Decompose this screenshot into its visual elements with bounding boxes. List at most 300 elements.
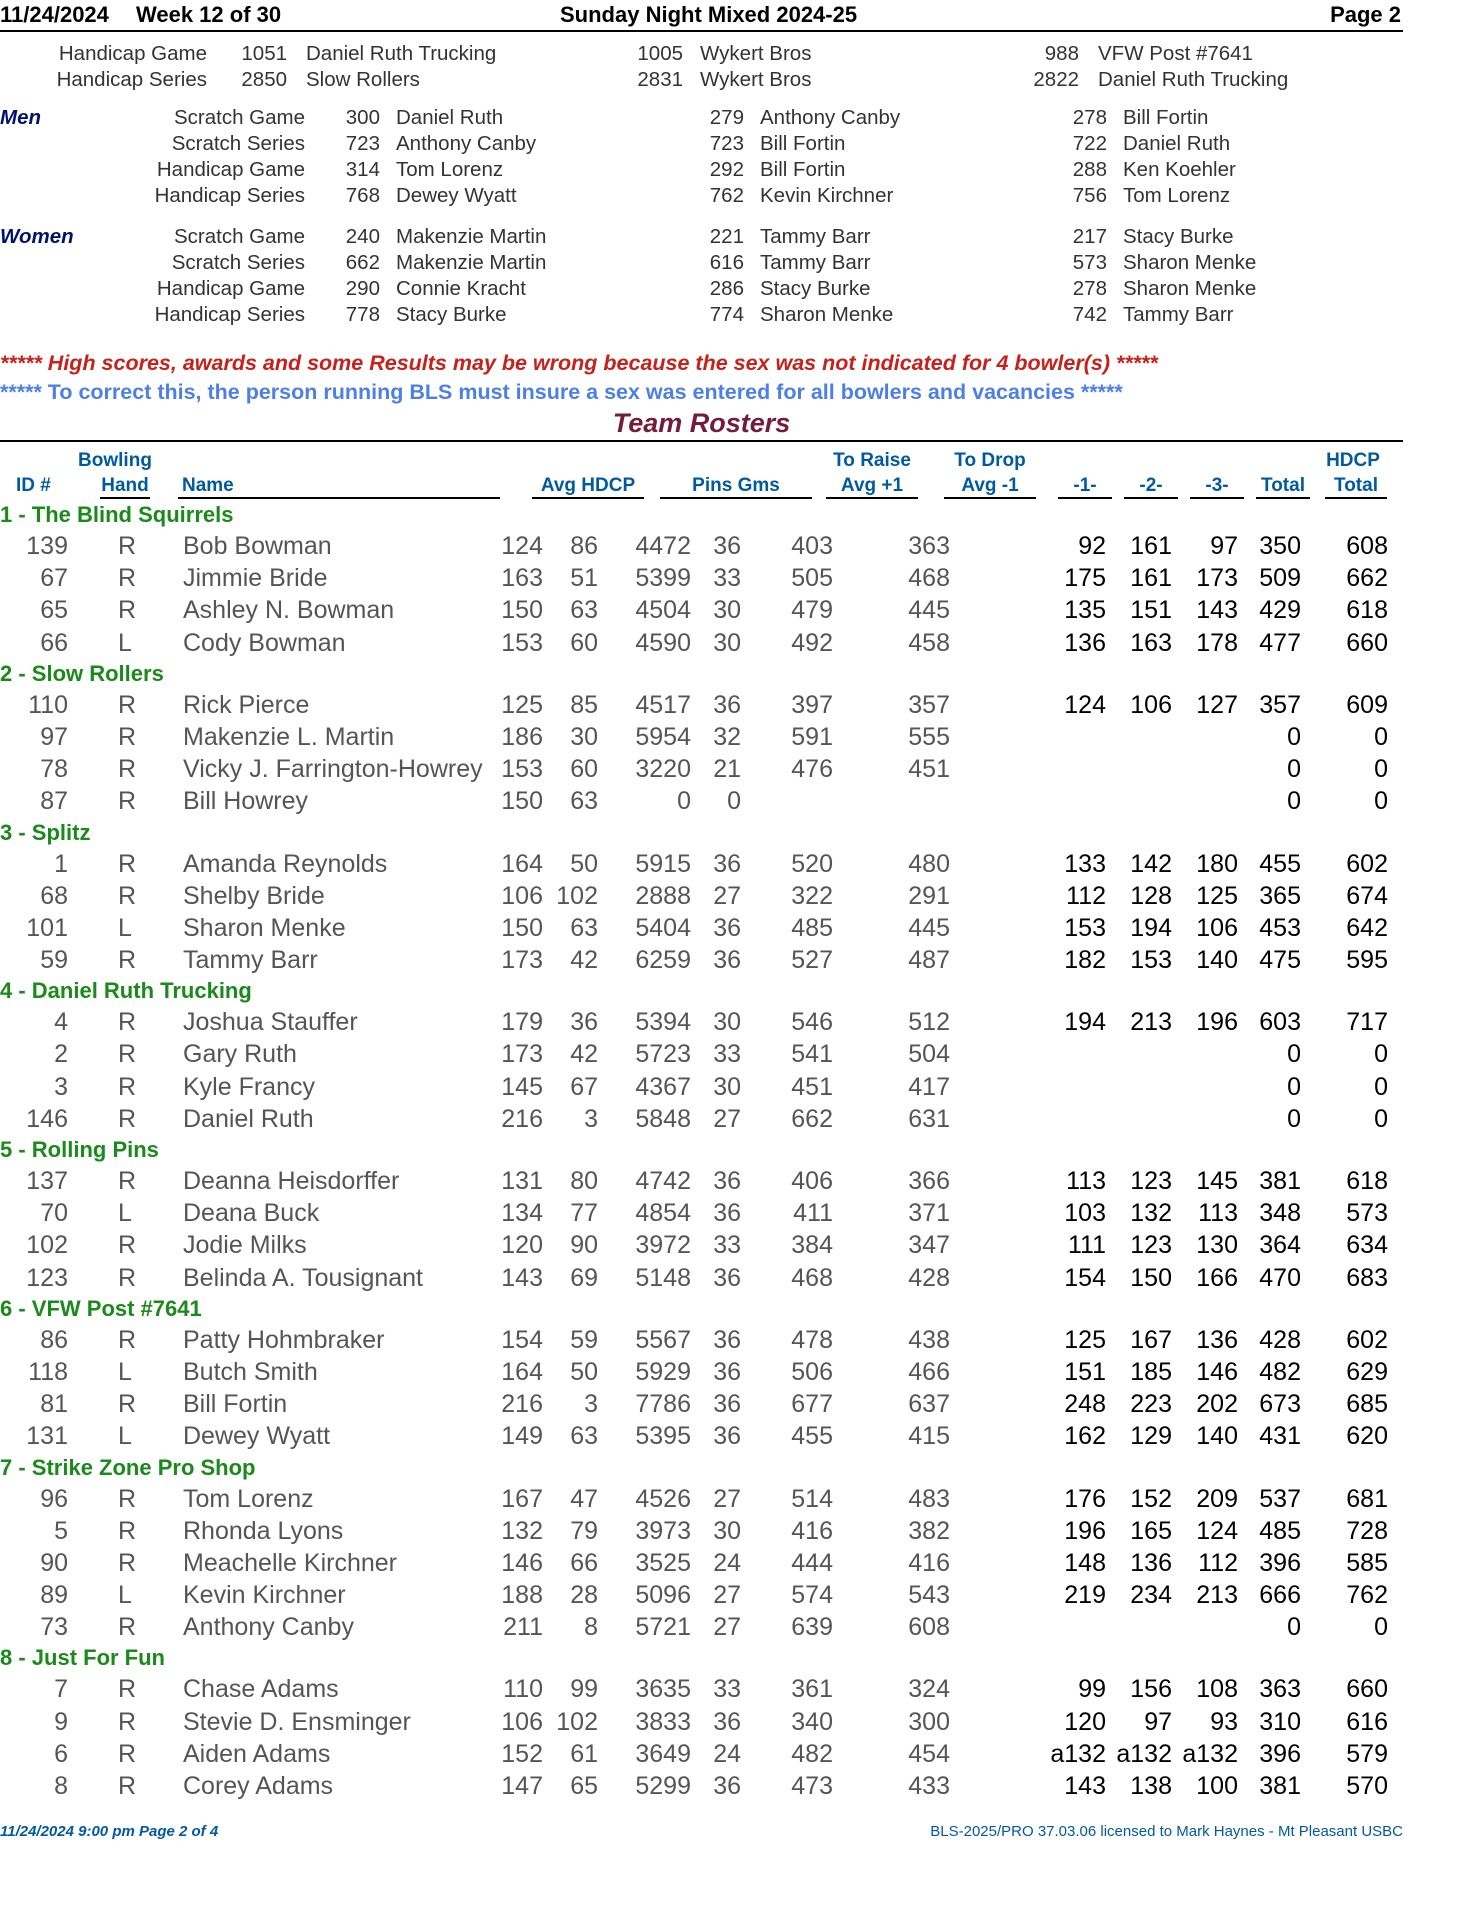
total: 429: [1259, 596, 1301, 625]
bowling-hand: R: [118, 1325, 137, 1354]
total: 0: [1287, 1613, 1301, 1642]
table-row: [0, 1579, 1403, 1611]
hdcp-total: 618: [1346, 1167, 1388, 1195]
game-3: 127: [1196, 690, 1238, 719]
pins: 3635: [635, 1675, 691, 1704]
handicap: 8: [584, 1613, 598, 1642]
bowler-name: Anthony Canby: [183, 1613, 354, 1642]
pins: 5404: [635, 913, 691, 942]
men-high-name-3: Bill Fortin: [1123, 106, 1209, 129]
bowler-name: Bill Fortin: [183, 1390, 288, 1419]
team-high-name-1: Daniel Ruth Trucking: [306, 42, 497, 65]
to-raise-avg: 406: [791, 1167, 833, 1195]
handicap: 50: [570, 1357, 598, 1386]
table-row: [0, 1071, 1403, 1103]
bowler-name: Stevie D. Ensminger: [183, 1707, 411, 1736]
table-row: [0, 1738, 1403, 1770]
games: 36: [713, 946, 741, 975]
to-drop-avg: 324: [908, 1675, 950, 1704]
to-raise-avg: 416: [791, 1516, 833, 1545]
section-title-men: Men: [0, 106, 41, 129]
bowling-hand: L: [118, 628, 132, 657]
game-1: 151: [1064, 1357, 1106, 1386]
game-3: 108: [1196, 1675, 1238, 1704]
game-2: 223: [1130, 1390, 1172, 1419]
average: 173: [501, 946, 543, 975]
games: 36: [713, 1422, 741, 1451]
men-high-value-2: 279: [709, 106, 744, 129]
game-3: 140: [1196, 946, 1238, 975]
bowler-id: 137: [26, 1167, 68, 1195]
bowling-hand: R: [118, 755, 137, 784]
average: 211: [503, 1613, 543, 1642]
table-row: [0, 1388, 1403, 1420]
bowler-id: 86: [40, 1325, 68, 1354]
women-high-name-3: Sharon Menke: [1123, 251, 1257, 274]
to-raise-avg: 677: [791, 1390, 833, 1419]
women-high-label: Handicap Series: [154, 303, 305, 326]
team-high-label: Handicap Series: [56, 68, 207, 91]
to-drop-avg: 608: [908, 1613, 950, 1642]
game-2: 106: [1130, 690, 1172, 719]
to-drop-avg: 458: [908, 628, 950, 657]
bowler-name: Vicky J. Farrington-Howrey: [183, 755, 483, 784]
total: 396: [1259, 1739, 1301, 1768]
to-raise-avg: 473: [791, 1772, 833, 1800]
bowler-id: 87: [40, 787, 68, 816]
bowler-name: Shelby Bride: [183, 881, 325, 910]
game-2: 152: [1130, 1484, 1172, 1513]
games: 27: [713, 881, 741, 910]
table-row: [0, 880, 1403, 912]
bowler-id: 96: [40, 1484, 68, 1513]
table-row: [0, 1197, 1403, 1229]
bowler-id: 101: [26, 913, 68, 942]
average: 216: [501, 1390, 543, 1419]
bowler-name: Cody Bowman: [183, 628, 346, 657]
game-3: 140: [1196, 1422, 1238, 1451]
footer-license: BLS-2025/PRO 37.03.06 licensed to Mark Haynes - Mt Pleasant USBC: [930, 1823, 1403, 1840]
handicap: 63: [570, 1422, 598, 1451]
game-3: 136: [1196, 1325, 1238, 1354]
women-high-label: Handicap Game: [156, 277, 305, 300]
total: 477: [1259, 628, 1301, 657]
bowling-hand: R: [118, 1104, 137, 1133]
game-1: 112: [1066, 881, 1106, 910]
to-drop-avg: 466: [908, 1357, 950, 1386]
team-header: 2 - Slow Rollers: [0, 660, 164, 686]
average: 163: [501, 564, 543, 593]
hdcp-total: 0: [1374, 1072, 1388, 1101]
games: 36: [713, 849, 741, 878]
hdcp-total: 660: [1346, 628, 1388, 657]
col-hdcp-total-top: HDCP: [1326, 450, 1380, 471]
bowler-id: 89: [40, 1581, 68, 1610]
hdcp-total: 620: [1346, 1422, 1388, 1451]
bowling-hand: R: [118, 1516, 137, 1545]
handicap: 3: [584, 1390, 598, 1419]
hdcp-total: 681: [1346, 1484, 1388, 1513]
bowler-id: 2: [54, 1040, 68, 1069]
bowling-hand: R: [118, 1167, 137, 1195]
total: 357: [1259, 690, 1301, 719]
bowler-name: Bill Howrey: [183, 787, 309, 816]
average: 167: [501, 1484, 543, 1513]
bowler-name: Chase Adams: [183, 1675, 339, 1704]
team-high-name-3: Daniel Ruth Trucking: [1098, 68, 1289, 91]
bowling-hand: R: [118, 1675, 137, 1704]
women-high-value-1: 290: [345, 277, 380, 300]
games: 30: [713, 1072, 741, 1101]
hdcp-total: 642: [1346, 913, 1388, 942]
women-high-value-2: 221: [709, 225, 744, 248]
total: 431: [1259, 1422, 1301, 1451]
game-2: 234: [1130, 1581, 1172, 1610]
games: 36: [713, 1325, 741, 1354]
games: 21: [713, 755, 741, 784]
game-1: 153: [1064, 913, 1106, 942]
bowler-name: Dewey Wyatt: [183, 1422, 331, 1451]
game-3: 100: [1196, 1772, 1238, 1800]
bowling-hand: R: [118, 1707, 137, 1736]
game-1: 113: [1066, 1167, 1106, 1195]
to-drop-avg: 468: [908, 564, 950, 593]
men-high-value-1: 300: [345, 106, 380, 129]
bowling-hand: L: [118, 913, 132, 942]
team-high-value-1: 1051: [241, 42, 287, 65]
game-3: a132: [1182, 1739, 1238, 1768]
table-row: [0, 1611, 1403, 1643]
to-drop-avg: 363: [908, 532, 950, 560]
game-3: 196: [1196, 1008, 1238, 1037]
games: 33: [713, 1040, 741, 1069]
game-2: 161: [1130, 564, 1172, 593]
team-header: 3 - Splitz: [0, 819, 91, 845]
total: 381: [1259, 1772, 1301, 1800]
total: 482: [1259, 1357, 1301, 1386]
bowler-id: 6: [54, 1739, 68, 1768]
game-3: 130: [1196, 1231, 1238, 1260]
bowler-id: 110: [28, 690, 68, 719]
game-3: 178: [1196, 628, 1238, 657]
handicap: 61: [570, 1739, 598, 1768]
team-high-label: Handicap Game: [58, 42, 207, 65]
games: 30: [713, 628, 741, 657]
handicap: 50: [570, 849, 598, 878]
pins: 2888: [635, 881, 691, 910]
games: 36: [713, 1167, 741, 1195]
women-high-name-3: Stacy Burke: [1123, 225, 1234, 248]
to-drop-avg: 417: [908, 1072, 950, 1101]
handicap: 99: [570, 1675, 598, 1704]
to-drop-avg: 445: [908, 596, 950, 625]
total: 485: [1259, 1516, 1301, 1545]
table-row: [0, 594, 1403, 626]
women-high-name-1: Connie Kracht: [396, 277, 526, 300]
to-raise-avg: 322: [791, 881, 833, 910]
average: 124: [501, 532, 543, 560]
men-high-name-1: Dewey Wyatt: [396, 184, 517, 207]
to-raise-avg: 411: [793, 1199, 833, 1228]
bowling-hand: R: [118, 690, 137, 719]
average: 131: [501, 1167, 543, 1195]
table-row: [0, 1324, 1403, 1356]
col-raise-top: To Raise: [833, 450, 911, 471]
col-hdcp-total: Total: [1325, 475, 1387, 499]
bowling-hand: R: [118, 881, 137, 910]
games: 27: [713, 1484, 741, 1513]
game-1: 124: [1064, 690, 1106, 719]
handicap: 60: [570, 628, 598, 657]
hdcp-total: 573: [1346, 1199, 1388, 1228]
hdcp-total: 685: [1346, 1390, 1388, 1419]
bowler-id: 67: [40, 564, 68, 593]
bowling-hand: R: [118, 564, 137, 593]
game-1: 92: [1078, 532, 1106, 560]
team-header: 7 - Strike Zone Pro Shop: [0, 1454, 256, 1480]
average: 153: [501, 628, 543, 657]
women-high-name-2: Sharon Menke: [760, 303, 894, 326]
women-high-name-1: Stacy Burke: [396, 303, 507, 326]
to-raise-avg: 468: [791, 1263, 833, 1292]
game-1: a132: [1050, 1739, 1106, 1768]
average: 146: [501, 1548, 543, 1577]
average: 110: [503, 1675, 543, 1704]
col-drop: Avg -1: [944, 475, 1036, 499]
games: 32: [713, 722, 741, 751]
to-drop-avg: 512: [908, 1008, 950, 1037]
game-2: 132: [1130, 1199, 1172, 1228]
to-drop-avg: 416: [908, 1548, 950, 1577]
pins: 5096: [635, 1581, 691, 1610]
men-high-name-2: Bill Fortin: [760, 132, 846, 155]
game-3: 113: [1198, 1199, 1238, 1228]
average: 152: [501, 1739, 543, 1768]
bowling-hand: L: [118, 1422, 132, 1451]
men-high-value-1: 723: [345, 132, 380, 155]
pins: 3649: [635, 1739, 691, 1768]
game-1: 219: [1064, 1581, 1106, 1610]
pins: 4517: [635, 690, 691, 719]
games: 33: [713, 1231, 741, 1260]
game-3: 93: [1210, 1707, 1238, 1736]
team-header: 6 - VFW Post #7641: [0, 1295, 202, 1321]
game-1: 99: [1078, 1675, 1106, 1704]
to-raise-avg: 546: [791, 1008, 833, 1037]
divider: [0, 440, 1403, 442]
pins: 4526: [635, 1484, 691, 1513]
games: 27: [713, 1613, 741, 1642]
game-2: 151: [1130, 596, 1172, 625]
average: 153: [501, 755, 543, 784]
table-row: [0, 944, 1403, 976]
bowler-id: 65: [40, 596, 68, 625]
total: 666: [1259, 1581, 1301, 1610]
average: 164: [501, 849, 543, 878]
total: 381: [1259, 1167, 1301, 1195]
average: 149: [501, 1422, 543, 1451]
game-3: 143: [1196, 596, 1238, 625]
men-high-name-1: Daniel Ruth: [396, 106, 504, 129]
pins: 5848: [635, 1104, 691, 1133]
bowler-name: Patty Hohmbraker: [183, 1325, 385, 1354]
bowler-name: Belinda A. Tousignant: [183, 1263, 424, 1292]
bowler-name: Corey Adams: [183, 1772, 334, 1800]
total: 363: [1259, 1675, 1301, 1704]
games: 33: [713, 1675, 741, 1704]
average: 186: [501, 722, 543, 751]
team-header: 8 - Just For Fun: [0, 1645, 165, 1671]
hdcp-total: 662: [1346, 564, 1388, 593]
men-high-label: Scratch Series: [171, 132, 305, 155]
game-3: 97: [1210, 532, 1238, 560]
game-2: 150: [1130, 1263, 1172, 1292]
handicap: 69: [570, 1263, 598, 1292]
game-2: 161: [1130, 532, 1172, 560]
col-name: Name: [178, 475, 500, 499]
women-high-value-3: 278: [1072, 277, 1107, 300]
bowler-id: 90: [40, 1548, 68, 1577]
bowler-name: Amanda Reynolds: [183, 849, 388, 878]
bowler-name: Meachelle Kirchner: [183, 1548, 397, 1577]
women-high-value-2: 616: [709, 251, 744, 274]
bowler-name: Deana Buck: [183, 1199, 320, 1228]
game-2: 153: [1130, 946, 1172, 975]
average: 173: [501, 1040, 543, 1069]
bowler-id: 97: [40, 722, 68, 751]
to-raise-avg: 541: [791, 1040, 833, 1069]
hdcp-total: 595: [1346, 946, 1388, 975]
game-2: 213: [1130, 1008, 1172, 1037]
games: 36: [713, 1772, 741, 1800]
pins: 5399: [635, 564, 691, 593]
handicap: 28: [570, 1581, 598, 1610]
game-3: 106: [1196, 913, 1238, 942]
game-3: 112: [1198, 1548, 1238, 1577]
men-high-name-1: Anthony Canby: [396, 132, 537, 155]
to-raise-avg: 451: [791, 1072, 833, 1101]
bowler-name: Makenzie L. Martin: [183, 722, 395, 751]
game-1: 103: [1064, 1199, 1106, 1228]
bowling-hand: R: [118, 1008, 137, 1037]
league-name: Sunday Night Mixed 2024-25: [560, 2, 858, 27]
average: 154: [501, 1325, 543, 1354]
table-row: [0, 1706, 1403, 1738]
handicap: 65: [570, 1772, 598, 1800]
total: 0: [1287, 722, 1301, 751]
col-pins-gms: Pins Gms: [660, 475, 812, 499]
table-row: [0, 1547, 1403, 1579]
average: 143: [501, 1263, 543, 1292]
men-high-name-3: Ken Koehler: [1123, 158, 1236, 181]
games: 30: [713, 1516, 741, 1545]
to-drop-avg: 415: [908, 1422, 950, 1451]
to-raise-avg: 505: [791, 564, 833, 593]
hdcp-total: 0: [1374, 787, 1388, 816]
table-row: [0, 1262, 1403, 1294]
game-2: 123: [1130, 1167, 1172, 1195]
game-1: 111: [1067, 1231, 1106, 1260]
game-2: 156: [1130, 1675, 1172, 1704]
women-high-name-2: Stacy Burke: [760, 277, 871, 300]
bowler-name: Rick Pierce: [183, 690, 310, 719]
game-1: 196: [1064, 1516, 1106, 1545]
bowler-name: Jimmie Bride: [183, 564, 328, 593]
pins: 5929: [635, 1357, 691, 1386]
women-high-value-2: 286: [709, 277, 744, 300]
handicap: 67: [570, 1072, 598, 1101]
table-row: [0, 753, 1403, 785]
bowling-hand: R: [118, 1072, 137, 1101]
to-raise-avg: 514: [791, 1484, 833, 1513]
col-total: Total: [1256, 475, 1310, 499]
men-high-label: Scratch Game: [173, 106, 305, 129]
total: 365: [1259, 881, 1301, 910]
table-row: [0, 1515, 1403, 1547]
game-2: 142: [1130, 849, 1172, 878]
handicap: 60: [570, 755, 598, 784]
hdcp-total: 0: [1374, 722, 1388, 751]
to-raise-avg: 492: [791, 628, 833, 657]
bowling-hand: R: [118, 946, 137, 975]
to-raise-avg: 361: [791, 1675, 833, 1704]
to-drop-avg: 451: [908, 755, 950, 784]
bowler-id: 68: [40, 881, 68, 910]
women-high-value-2: 774: [709, 303, 744, 326]
bowler-name: Jodie Milks: [183, 1231, 307, 1260]
to-drop-avg: 504: [908, 1040, 950, 1069]
to-drop-avg: 371: [908, 1199, 950, 1228]
game-1: 175: [1064, 564, 1106, 593]
bowler-id: 73: [40, 1613, 68, 1642]
bowler-id: 7: [54, 1675, 68, 1704]
total: 310: [1259, 1707, 1301, 1736]
team-high-name-2: Wykert Bros: [700, 42, 812, 65]
bowling-hand: R: [118, 1739, 137, 1768]
to-drop-avg: 480: [908, 849, 950, 878]
bowling-hand: R: [118, 1548, 137, 1577]
game-1: 143: [1064, 1772, 1106, 1800]
game-3: 124: [1196, 1516, 1238, 1545]
to-drop-avg: 357: [908, 690, 950, 719]
handicap: 102: [556, 1707, 598, 1736]
total: 348: [1259, 1199, 1301, 1228]
handicap: 66: [570, 1548, 598, 1577]
pins: 3220: [635, 755, 691, 784]
table-row: [0, 1103, 1403, 1135]
to-raise-avg: 478: [791, 1325, 833, 1354]
games: 24: [713, 1548, 741, 1577]
to-drop-avg: 347: [908, 1231, 950, 1260]
women-high-value-1: 240: [345, 225, 380, 248]
bowling-hand: L: [118, 1199, 132, 1228]
game-1: 120: [1064, 1707, 1106, 1736]
games: 36: [713, 532, 741, 560]
game-1: 176: [1064, 1484, 1106, 1513]
total: 603: [1259, 1008, 1301, 1037]
to-drop-avg: 300: [908, 1707, 950, 1736]
men-high-value-3: 756: [1072, 184, 1107, 207]
handicap: 3: [584, 1104, 598, 1133]
handicap: 63: [570, 596, 598, 625]
team-header: 1 - The Blind Squirrels: [0, 502, 234, 527]
pins: 7786: [635, 1390, 691, 1419]
to-raise-avg: 340: [791, 1707, 833, 1736]
bowler-id: 59: [40, 946, 68, 975]
bowler-id: 139: [26, 532, 68, 560]
bowling-hand: R: [118, 1263, 137, 1292]
to-drop-avg: 445: [908, 913, 950, 942]
